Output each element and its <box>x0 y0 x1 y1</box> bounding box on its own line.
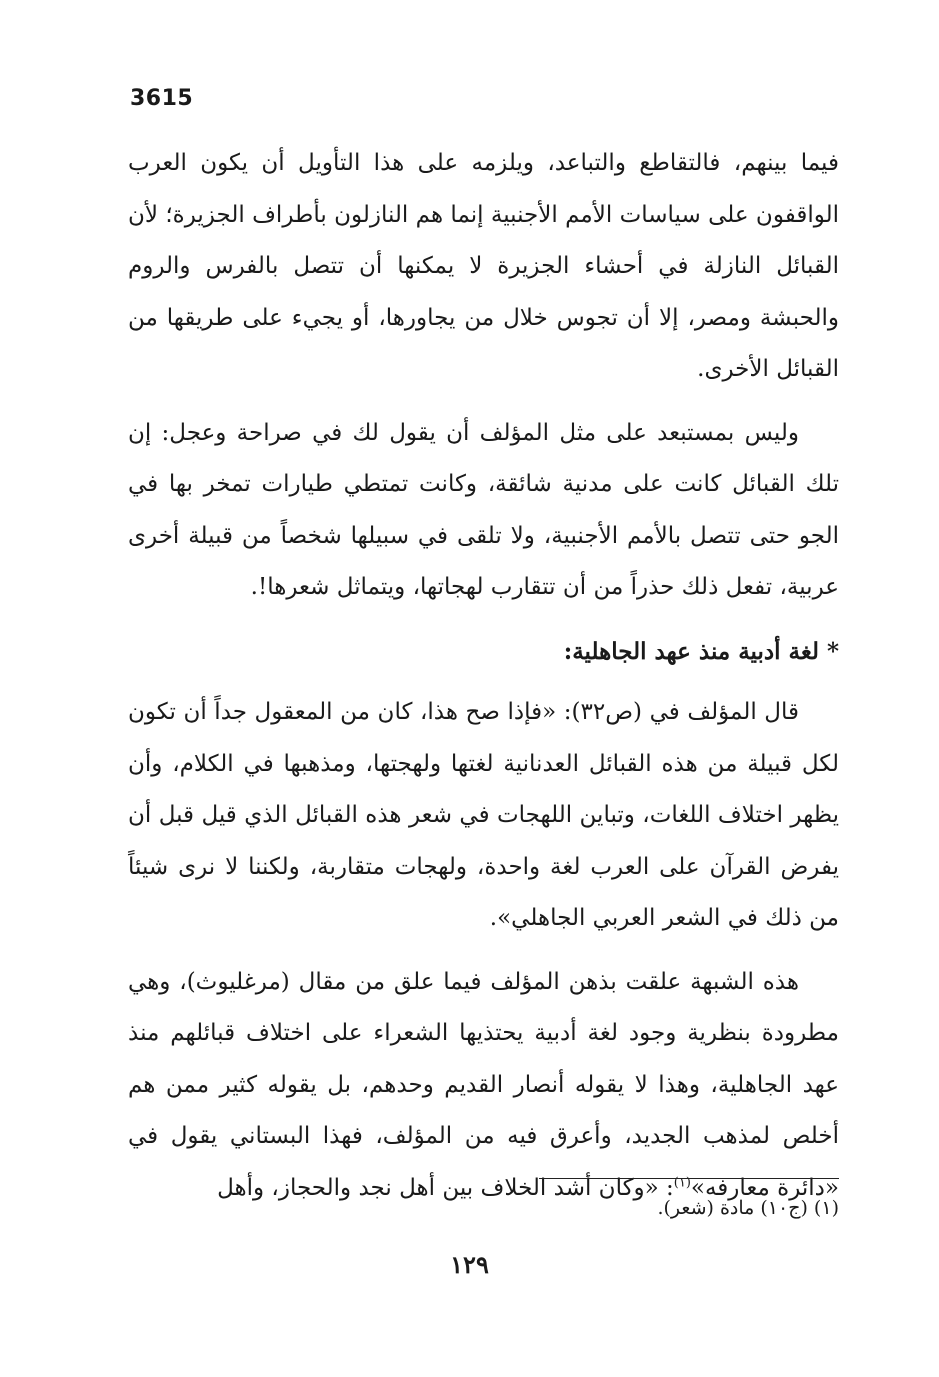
page-number: ١٢٩ <box>450 1250 489 1279</box>
section-heading: * لغة أدبية منذ عهد الجاهلية: <box>563 637 839 665</box>
paragraph-quote: قال المؤلف في (ص٣٢): «فإذا صح هذا، كان من المعقول جداً أن تكون لكل قبيلة من هذه القبائل العدنانية لغتها ولهجتها، ومذهبها في الكلام، وأن يظهر اختلاف اللغات، وتباين اللهجات في شعر هذه القبائل الذي قيل قبل أن يفرض القرآن على العرب لغة واحدة، ولهجات متقاربة، ولكننا لا نرى شيئاً من ذلك في الشعر العربي الجاهلي». <box>128 699 839 931</box>
paragraph-text-after-ref: : «وكان أشد الخلاف بين أهل نجد والحجاز، وأهل <box>217 1174 674 1201</box>
paragraph: وليس بمستبعد على مثل المؤلف أن يقول لك في صراحة وعجل: إن تلك القبائل كانت على مدنية شائقة، وكانت تمتطي طيارات تمخر بها في الجو حتى تتصل بالأمم الأجنبية، ولا تلقى في سبيلها شخصاً من قبيلة أخرى عربية، تفعل ذلك حذراً من أن تتقارب لهجاتها، ويتماثل شعرها!. <box>128 419 839 600</box>
paragraph-continuation: فيما بينهم، فالتقاطع والتباعد، ويلزمه على هذا التأويل أن يكون العرب الواقفون على سياسات الأمم الأجنبية إنما هم النازلون بأطراف الجزيرة؛ لأن القبائل النازلة في أحشاء الجزيرة لا يمكنها أن تتصل بالفرس والروم والحبشة ومصر، إلا أن تجوس خلال من يجاورها، أو يجيء على طريقها من القبائل الأخرى. <box>128 150 839 382</box>
footnote: (١) (ج١٠) مادة (شعر). <box>657 1197 839 1219</box>
body-text <box>128 138 839 1226</box>
footnote-reference: (١) <box>673 1174 691 1190</box>
paragraph-with-footnote <box>128 957 839 1215</box>
book-number: 3615 <box>130 86 194 111</box>
paragraph-text-before-ref: هذه الشبهة علقت بذهن المؤلف فيما علق من مقال (مرغليوث)، وهي مطرودة بنظرية وجود لغة أدبية يحتذيها الشعراء على اختلاف قبائلهم منذ عهد الجاهلية، وهذا لا يقوله أنصار القديم وحدهم، بل يقوله كثير ممن هم أخلص لمذهب الجديد، وأعرق فيه من المؤلف، فهذا البستاني يقول في «دائرة معارفه» <box>128 968 839 1201</box>
footnote-divider <box>539 1178 839 1179</box>
